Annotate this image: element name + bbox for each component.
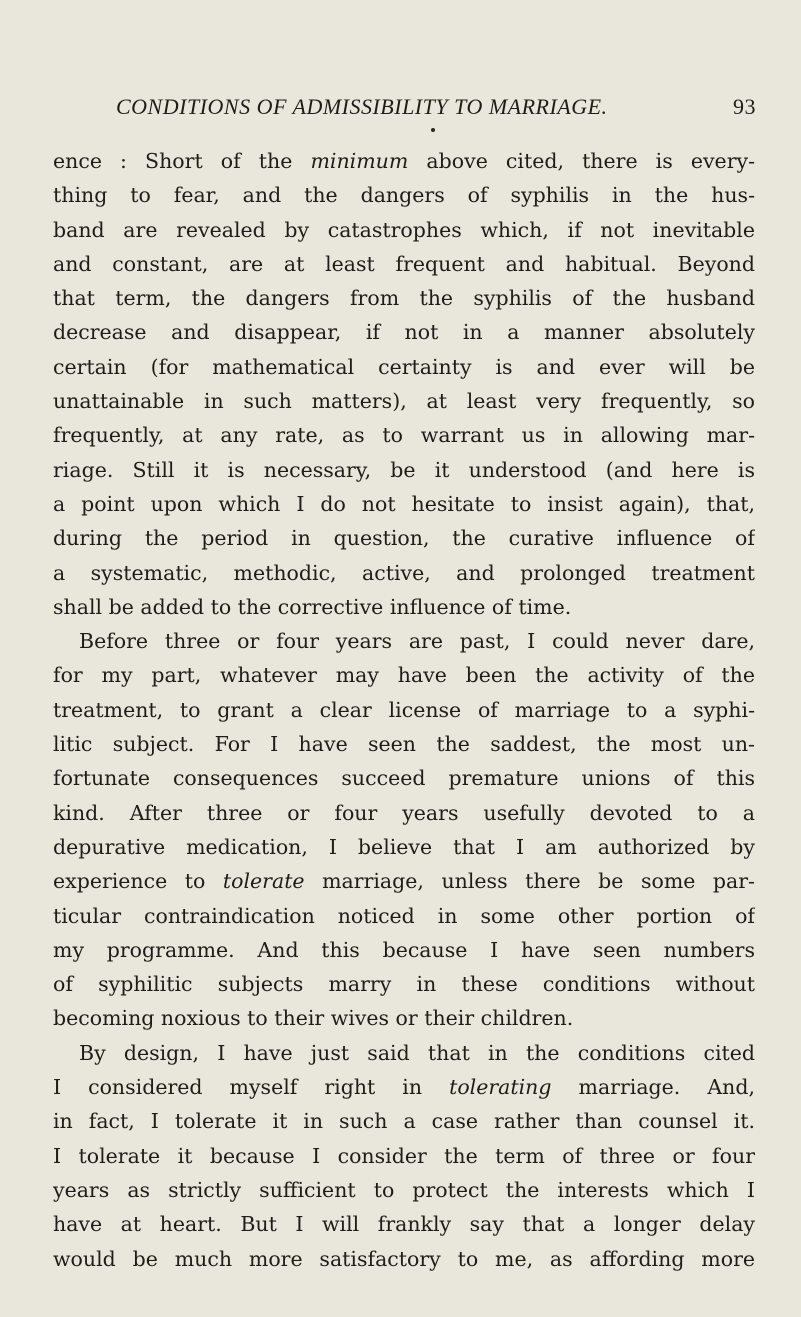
text-line: litic subject. For I have seen the saddest, the most un- — [53, 732, 755, 757]
text-line: depurative medication, I believe that I am authorized by — [53, 834, 755, 859]
text-line: By design, I have just said that in the conditions cited — [79, 1040, 755, 1065]
text-line: ence : Short of the minimum above cited, there is every- — [53, 149, 755, 173]
text-line: of syphilitic subjects marry in these conditions without — [53, 972, 755, 997]
ink-speck — [431, 128, 435, 132]
text-line: during the period in question, the curative influence of — [53, 526, 755, 551]
text-line: thing to fear, and the dangers of syphilis in the hus- — [53, 183, 755, 208]
text-line: unattainable in such matters), at least very frequently, so — [53, 389, 755, 414]
text-line: in fact, I tolerate it in such a case rather than counsel it. — [53, 1109, 755, 1134]
text-line: treatment, to grant a clear license of marriage to a syphi- — [53, 697, 755, 722]
text-line: decrease and disappear, if not in a manner absolutely — [53, 320, 755, 345]
text-line: ticular contraindication noticed in some other portion of — [53, 903, 755, 928]
text-line: Before three or four years are past, I could never dare, — [79, 629, 755, 654]
text-line: I tolerate it because I consider the term of three or four — [53, 1143, 755, 1168]
text-line: and constant, are at least frequent and habitual. Beyond — [53, 251, 755, 276]
text-line: for my part, whatever may have been the activity of the — [53, 663, 755, 688]
running-title: CONDITIONS OF ADMISSIBILITY TO MARRIAGE. — [116, 94, 608, 119]
text-line: riage. Still it is necessary, be it understood (and here is — [53, 457, 755, 482]
text-line: frequently, at any rate, as to warrant us in allowing mar- — [53, 423, 755, 448]
text-line: that term, the dangers from the syphilis of the husband — [53, 286, 755, 311]
emphasis: minimum — [310, 149, 409, 173]
text-line: my programme. And this because I have seen numbers — [53, 937, 755, 962]
text-line: certain (for mathematical certainty is and ever will be — [53, 354, 755, 379]
emphasis: tolerate — [222, 869, 305, 894]
text-line: I considered myself right in tolerating marriage. And, — [53, 1075, 755, 1100]
text-line: a point upon which I do not hesitate to insist again), that, — [53, 491, 755, 516]
text-line: kind. After three or four years usefully devoted to a — [53, 800, 755, 825]
page-number: 93 — [733, 94, 756, 119]
text-line: have at heart. But I will frankly say that a longer delay — [53, 1212, 755, 1237]
text-line: shall be added to the corrective influence of time. — [53, 594, 572, 619]
text-line: years as strictly sufficient to protect the interests which I — [53, 1177, 755, 1202]
emphasis: tolerating — [449, 1075, 552, 1100]
text-line: band are revealed by catastrophes which, if not inevitable — [53, 217, 755, 242]
body-text — [53, 144, 755, 1276]
text-line: fortunate consequences succeed premature unions of this — [53, 766, 755, 791]
text-line: becoming noxious to their wives or their children. — [53, 1006, 574, 1031]
text-line: a systematic, methodic, active, and prolonged treatment — [53, 560, 755, 585]
text-line: experience to tolerate marriage, unless there be some par- — [53, 869, 755, 894]
text-line: would be much more satisfactory to me, as affording more — [53, 1246, 755, 1271]
